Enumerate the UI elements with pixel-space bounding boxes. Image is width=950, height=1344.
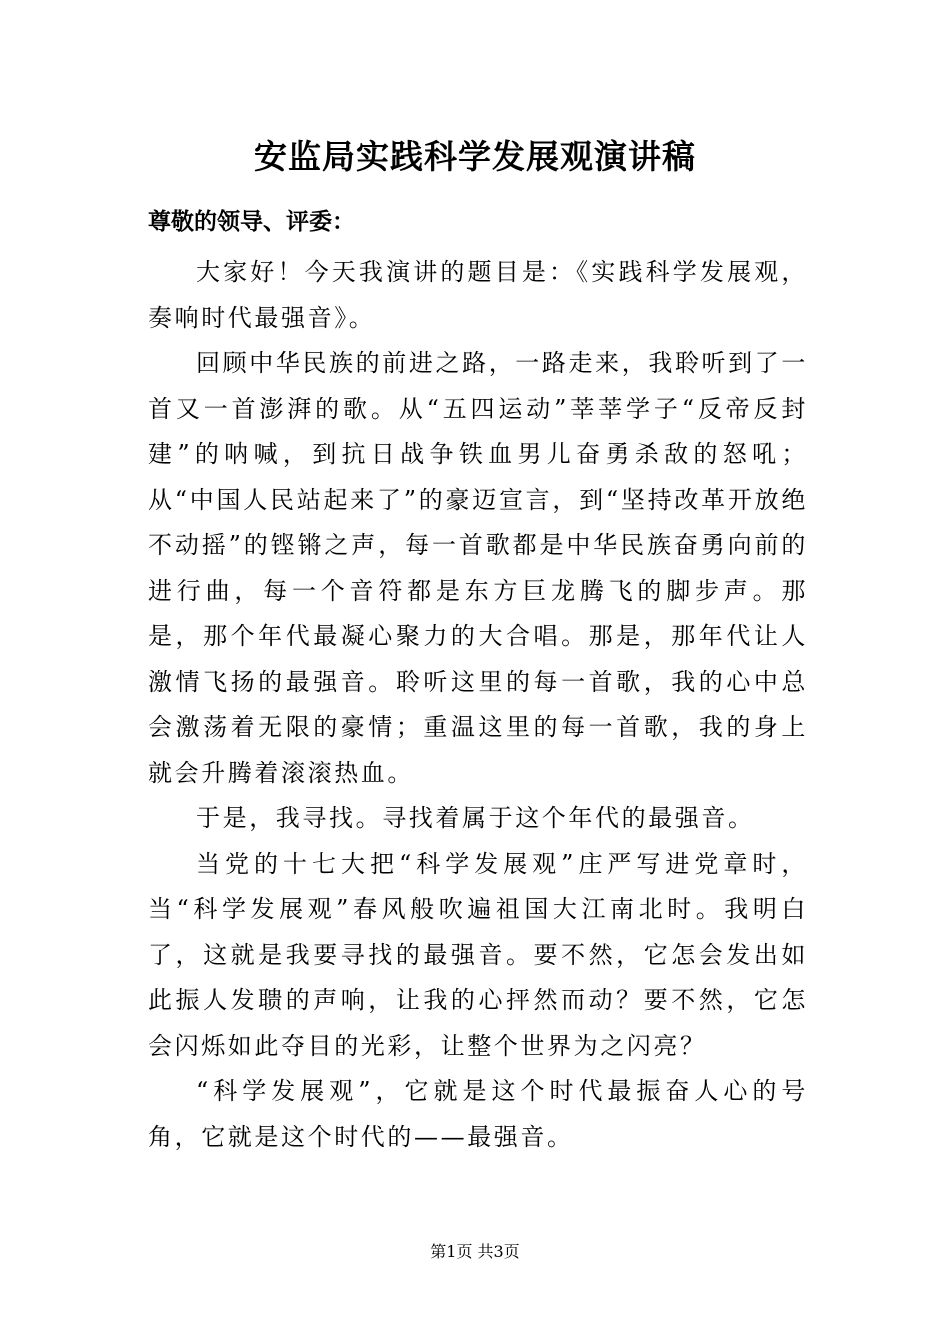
paragraph: 于是，我寻找。寻找着属于这个年代的最强音。	[196, 804, 755, 832]
document-body	[148, 250, 808, 1160]
paragraph: “科学发展观”，它就是这个时代最振奋人心的号角，它就是这个时代的——最强音。	[148, 1077, 808, 1151]
page-title: 安监局实践科学发展观演讲稿	[254, 137, 696, 176]
paragraph: 大家好！今天我演讲的题目是：《实践科学发展观，奏响时代最强音》。	[148, 258, 808, 332]
paragraph: 当党的十七大把“科学发展观”庄严写进党章时，当“科学发展观”春风般吹遍祖国大江南北时。我明白了，这就是我要寻找的最强音。要不然，它怎会发出如此振人发聩的声响，让我的心抨然而动？要不然，它怎会闪烁如此夺目的光彩，让整个世界为之闪亮？	[148, 849, 808, 1060]
paragraph: 回顾中华民族的前进之路，一路走来，我聆听到了一首又一首澎湃的歌。从“五四运动”莘莘学子“反帝反封建”的呐喊，到抗日战争铁血男儿奋勇杀敌的怒吼；从“中国人民站起来了”的豪迈宣言，到“坚持改革开放绝不动摇”的铿锵之声，每一首歌都是中华民族奋勇向前的进行曲，每一个音符都是东方巨龙腾飞的脚步声。那是，那个年代最凝心聚力的大合唱。那是，那年代让人激情飞扬的最强音。聆听这里的每一首歌，我的心中总会激荡着无限的豪情；重温这里的每一首歌，我的身上就会升腾着滚滚热血。	[148, 349, 808, 787]
salutation: 尊敬的领导、评委：	[148, 208, 355, 235]
page-number-footer: 第1页 共3页	[430, 1242, 520, 1261]
